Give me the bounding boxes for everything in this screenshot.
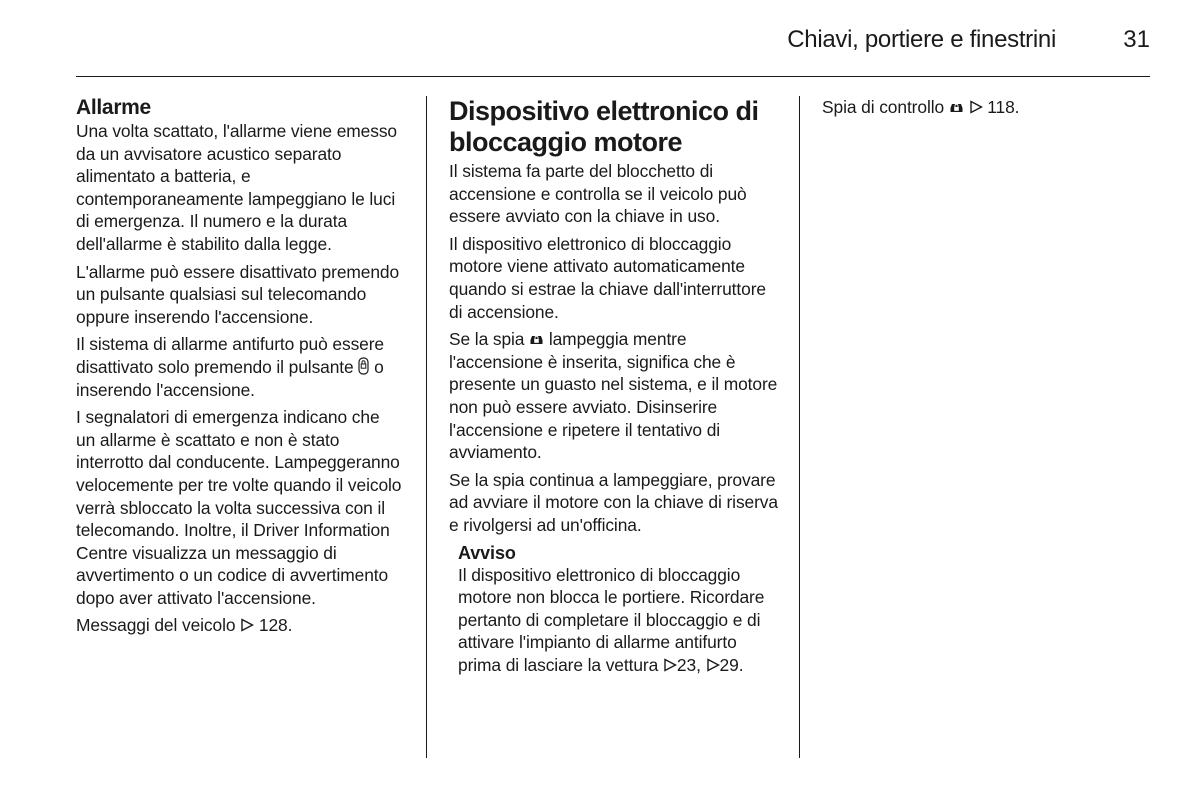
paragraph-text: Se la spia: [449, 329, 525, 350]
page-reference-link[interactable]: 118.: [987, 97, 1020, 117]
notice-text: Il dispositivo elettronico di bloccaggio motore non blocca le portiere. Ricordare pertanto di completare il bloccaggio e di attivare l'impianto di allarme antifurto prima di lasciare la vettura: [458, 564, 765, 675]
paragraph: Il sistema fa parte del blocchetto di accensione e controlla se il veicolo può essere avviato con la chiave in uso.: [449, 161, 747, 227]
page-reference-link[interactable]: 23,: [676, 654, 701, 675]
triangle-reference-icon: [240, 615, 254, 629]
paragraph-text: o inserendo l'accensione.: [76, 356, 384, 400]
car-lock-warning-icon: [949, 97, 964, 111]
notice-box: [449, 542, 779, 677]
paragraph: [76, 614, 402, 637]
column-2: [449, 96, 779, 676]
column-3: [822, 96, 1152, 124]
paragraph: [449, 328, 779, 464]
triangle-reference-icon: [663, 655, 677, 669]
triangle-reference-icon: [969, 97, 983, 111]
paragraph-text: lampeggia mentre l'accensione è inserita, significa che è presente un guasto nel sistema, e il motore non può essere avviato. Disinserire l'accensione e ripetere il tentativo di avviamento.: [449, 329, 778, 463]
column-divider-2: [799, 96, 800, 758]
paragraph: [822, 96, 1152, 119]
paragraph: Se la spia continua a lampeggiare, provare ad avviare il motore con la chiave di riserva e rivolgersi ad un'officina.: [449, 469, 778, 535]
car-lock-warning-icon: [529, 329, 544, 343]
column-1: [76, 96, 402, 642]
page-header-title: Chiavi, portiere e finestrini: [787, 26, 1056, 53]
paragraph-text: Il sistema di allarme antifurto può essere disattivato solo premendo il pulsante: [76, 334, 385, 377]
page-number: 31: [1123, 26, 1150, 53]
paragraph: Il dispositivo elettronico di bloccaggio motore viene attivato automaticamente quando si estrae la chiave dall'interruttore di accensione.: [449, 233, 766, 322]
page-reference-link[interactable]: 29.: [719, 654, 744, 675]
paragraph-text: Spia di controllo: [822, 97, 945, 117]
header-divider: [76, 76, 1150, 77]
triangle-reference-icon: [706, 655, 720, 669]
paragraph: Una volta scattato, l'allarme viene emesso da un avvisatore acustico separato alimentato a batteria, e contemporaneamente lampeggiano le luci di emergenza. Il numero e la durata dell'allarme è stabilito dalla legge.: [76, 121, 398, 254]
paragraph: I segnalatori di emergenza indicano che un allarme è scattato e non è stato interrotto dal conducente. Lampeggeranno velocemente per tre volte quando il veicolo verrà sbloccato la volta successiva con il telecomando. Inoltre, il Driver Information Centre visualizza un messaggio di avvertimento o un codice di avvertimento dopo aver attivato l'accensione.: [76, 407, 402, 608]
column-divider-1: [426, 96, 427, 758]
paragraph: [76, 333, 402, 401]
page-reference-link[interactable]: 128.: [258, 615, 293, 636]
paragraph-text: Messaggi del veicolo: [76, 615, 236, 636]
section-heading-allarme: Allarme: [76, 96, 151, 119]
notice-title: Avviso: [458, 542, 516, 563]
notice-text-block: [458, 564, 779, 677]
section-heading-immobiliser: Dispositivo elettronico di bloccaggio motore: [449, 96, 759, 157]
remote-key-button-icon: [358, 357, 369, 375]
paragraph: L'allarme può essere disattivato premendo un pulsante qualsiasi sul telecomando oppure inserendo l'accensione.: [76, 261, 400, 327]
